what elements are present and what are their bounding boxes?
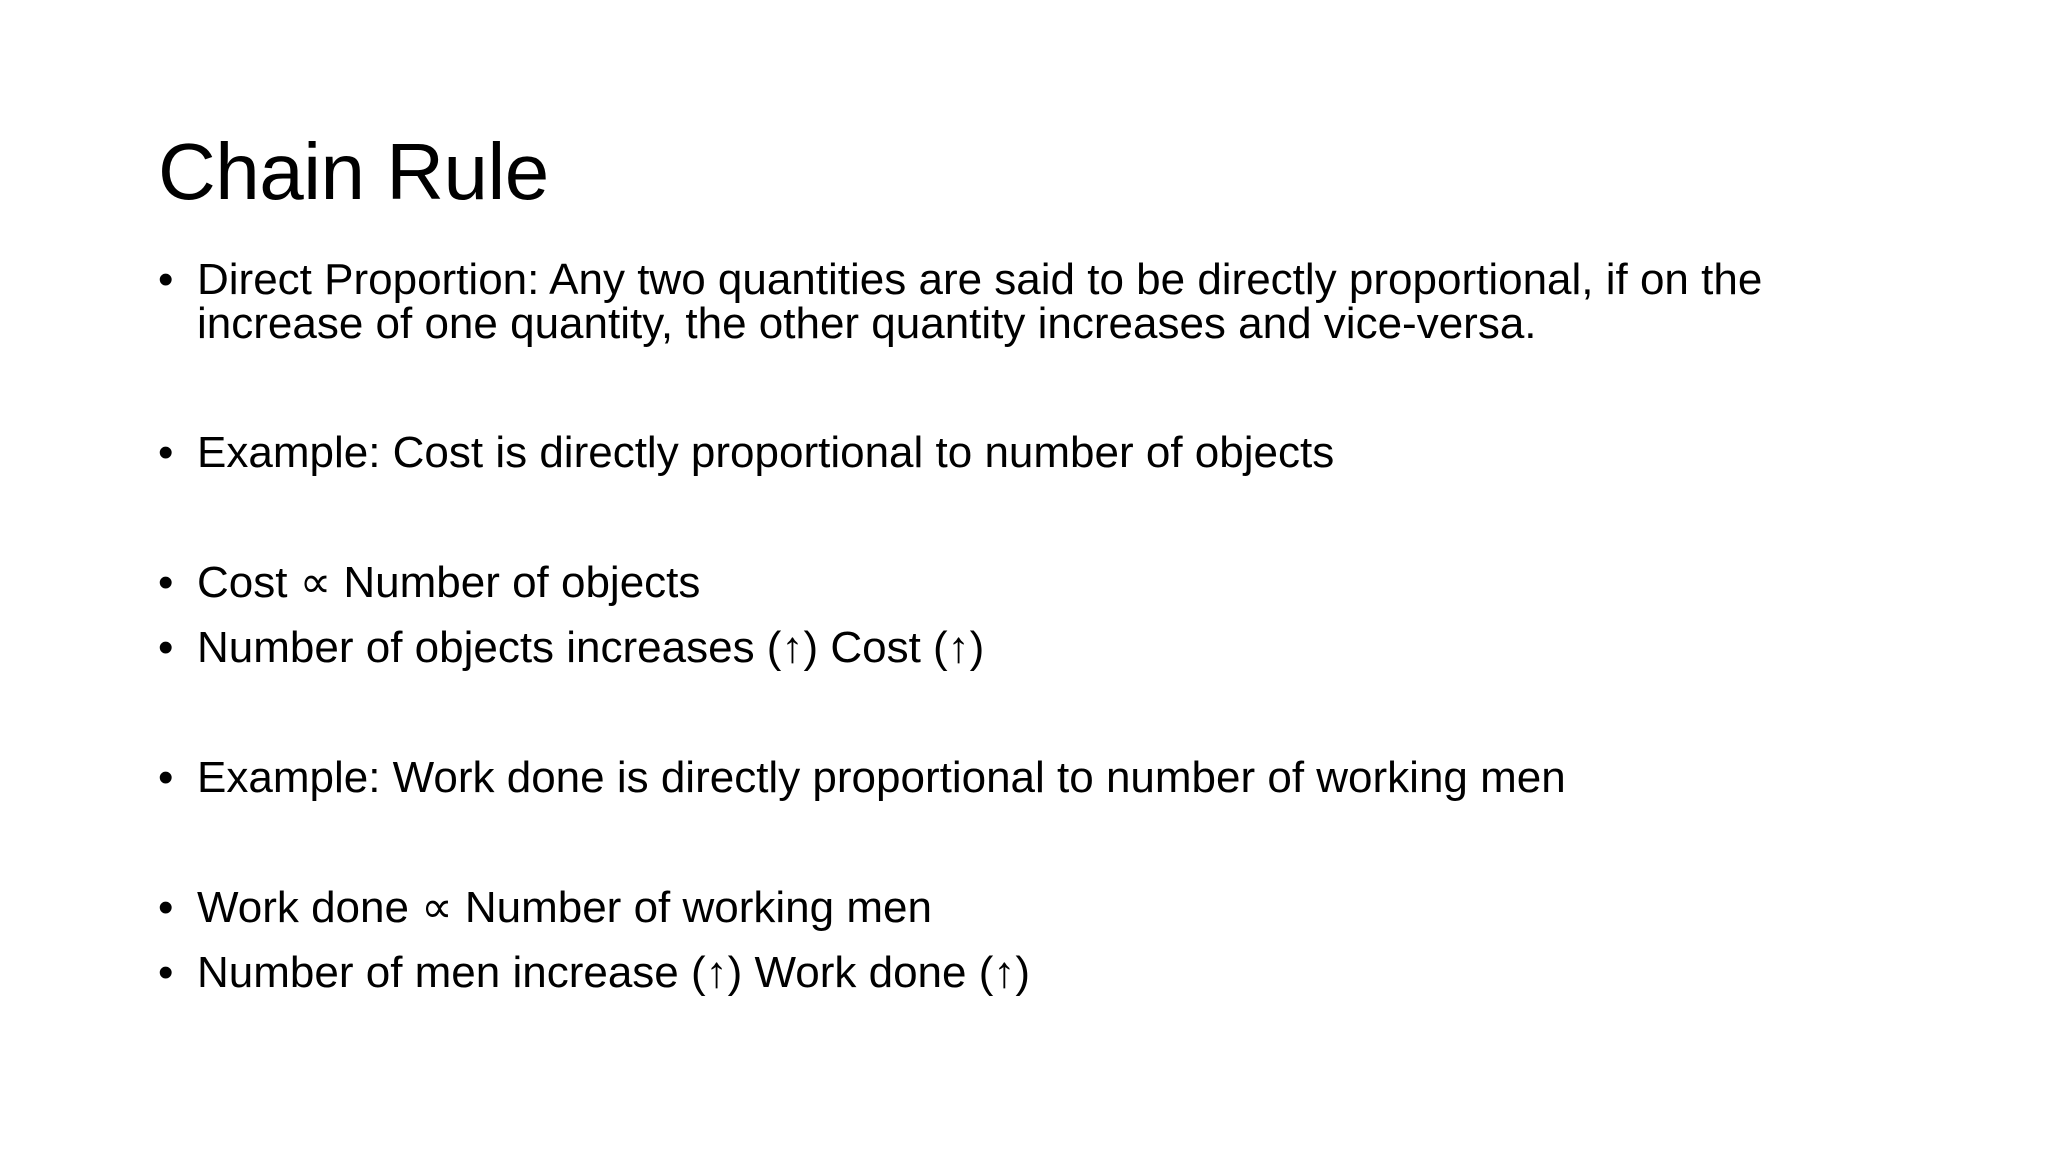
bullet-dot-icon: • bbox=[158, 623, 174, 672]
bullet-text: Work done ∝ Number of working men bbox=[197, 883, 932, 932]
bullet-dot-icon: • bbox=[158, 753, 174, 802]
bullet-item bbox=[158, 558, 1898, 607]
bullet-text: Cost ∝ Number of objects bbox=[197, 558, 701, 607]
bullet-text: Direct Proportion: Any two quantities are said to be directly proportional, if on the increase of one quantity, the other quantity increases and vice-versa. bbox=[197, 255, 1763, 348]
bullet-item bbox=[158, 883, 1898, 932]
bullet-dot-icon: • bbox=[158, 558, 174, 607]
bullet-item bbox=[158, 948, 1898, 997]
bullet-text: Example: Cost is directly proportional to number of objects bbox=[197, 428, 1335, 477]
bullet-item bbox=[158, 623, 1898, 672]
bullet-dot-icon: • bbox=[158, 255, 174, 304]
bullet-item bbox=[158, 255, 1898, 348]
bullet-dot-icon: • bbox=[158, 883, 174, 932]
bullet-dot-icon: • bbox=[158, 948, 174, 997]
bullet-dot-icon: • bbox=[158, 428, 174, 477]
bullet-text: Number of objects increases (↑) Cost (↑) bbox=[197, 623, 985, 672]
bullet-text: Number of men increase (↑) Work done (↑) bbox=[197, 948, 1031, 997]
bullet-text: Example: Work done is directly proportional to number of working men bbox=[197, 753, 1566, 802]
slide-title: Chain Rule bbox=[158, 127, 549, 216]
bullet-item bbox=[158, 753, 1898, 802]
bullet-item bbox=[158, 428, 1898, 477]
